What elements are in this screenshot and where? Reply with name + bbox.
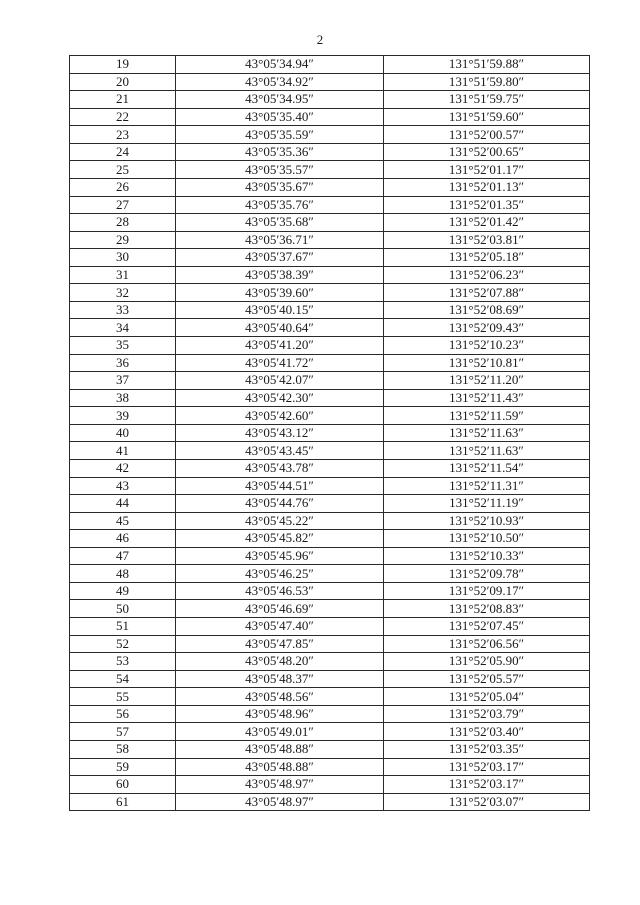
point-number-cell: 55 — [70, 688, 176, 706]
point-number-cell: 48 — [70, 565, 176, 583]
point-number-cell: 35 — [70, 337, 176, 355]
table-row — [70, 442, 590, 460]
latitude-cell: 43°05′39.60″ — [176, 284, 384, 302]
point-number-cell: 23 — [70, 126, 176, 144]
latitude-cell: 43°05′35.68″ — [176, 214, 384, 232]
latitude-cell: 43°05′35.36″ — [176, 143, 384, 161]
page-number: 2 — [316, 32, 324, 47]
longitude-cell: 131°52′08.83″ — [384, 600, 590, 618]
latitude-cell: 43°05′45.96″ — [176, 547, 384, 565]
point-number-cell: 52 — [70, 635, 176, 653]
table-row — [70, 91, 590, 109]
latitude-cell: 43°05′42.60″ — [176, 407, 384, 425]
latitude-cell: 43°05′48.37″ — [176, 670, 384, 688]
longitude-cell: 131°52′10.33″ — [384, 547, 590, 565]
latitude-cell: 43°05′45.22″ — [176, 512, 384, 530]
longitude-cell: 131°52′09.17″ — [384, 582, 590, 600]
table-row — [70, 582, 590, 600]
longitude-cell: 131°52′03.79″ — [384, 705, 590, 723]
latitude-cell: 43°05′48.88″ — [176, 758, 384, 776]
table-row — [70, 178, 590, 196]
point-number-cell: 19 — [70, 56, 176, 74]
longitude-cell: 131°52′03.40″ — [384, 723, 590, 741]
table-row — [70, 723, 590, 741]
point-number-cell: 33 — [70, 301, 176, 319]
longitude-cell: 131°52′10.93″ — [384, 512, 590, 530]
point-number-cell: 30 — [70, 249, 176, 267]
longitude-cell: 131°52′05.90″ — [384, 653, 590, 671]
latitude-cell: 43°05′46.69″ — [176, 600, 384, 618]
table-row — [70, 161, 590, 179]
point-number-cell: 44 — [70, 495, 176, 513]
table-row — [70, 301, 590, 319]
longitude-cell: 131°52′05.57″ — [384, 670, 590, 688]
longitude-cell: 131°52′07.45″ — [384, 618, 590, 636]
longitude-cell: 131°52′03.17″ — [384, 776, 590, 794]
latitude-cell: 43°05′44.51″ — [176, 477, 384, 495]
longitude-cell: 131°52′06.56″ — [384, 635, 590, 653]
table-row — [70, 354, 590, 372]
longitude-cell: 131°52′00.57″ — [384, 126, 590, 144]
table-row — [70, 670, 590, 688]
latitude-cell: 43°05′49.01″ — [176, 723, 384, 741]
point-number-cell: 25 — [70, 161, 176, 179]
latitude-cell: 43°05′37.67″ — [176, 249, 384, 267]
point-number-cell: 41 — [70, 442, 176, 460]
point-number-cell: 53 — [70, 653, 176, 671]
point-number-cell: 38 — [70, 389, 176, 407]
longitude-cell: 131°52′11.63″ — [384, 442, 590, 460]
table-row — [70, 477, 590, 495]
latitude-cell: 43°05′41.72″ — [176, 354, 384, 372]
latitude-cell: 43°05′42.30″ — [176, 389, 384, 407]
table-row — [70, 73, 590, 91]
table-row — [70, 372, 590, 390]
latitude-cell: 43°05′35.59″ — [176, 126, 384, 144]
table-row — [70, 635, 590, 653]
point-number-cell: 49 — [70, 582, 176, 600]
point-number-cell: 26 — [70, 178, 176, 196]
table-row — [70, 459, 590, 477]
point-number-cell: 43 — [70, 477, 176, 495]
longitude-cell: 131°52′11.20″ — [384, 372, 590, 390]
point-number-cell: 24 — [70, 143, 176, 161]
point-number-cell: 28 — [70, 214, 176, 232]
latitude-cell: 43°05′35.67″ — [176, 178, 384, 196]
point-number-cell: 37 — [70, 372, 176, 390]
point-number-cell: 51 — [70, 618, 176, 636]
latitude-cell: 43°05′34.94″ — [176, 56, 384, 74]
longitude-cell: 131°51′59.88″ — [384, 56, 590, 74]
point-number-cell: 32 — [70, 284, 176, 302]
table-row — [70, 600, 590, 618]
table-row — [70, 196, 590, 214]
latitude-cell: 43°05′40.64″ — [176, 319, 384, 337]
longitude-cell: 131°52′09.43″ — [384, 319, 590, 337]
latitude-cell: 43°05′35.40″ — [176, 108, 384, 126]
longitude-cell: 131°52′03.07″ — [384, 793, 590, 811]
table-row — [70, 284, 590, 302]
latitude-cell: 43°05′40.15″ — [176, 301, 384, 319]
longitude-cell: 131°52′03.17″ — [384, 758, 590, 776]
point-number-cell: 29 — [70, 231, 176, 249]
latitude-cell: 43°05′48.56″ — [176, 688, 384, 706]
latitude-cell: 43°05′36.71″ — [176, 231, 384, 249]
latitude-cell: 43°05′46.53″ — [176, 582, 384, 600]
point-number-cell: 40 — [70, 424, 176, 442]
table-row — [70, 389, 590, 407]
latitude-cell: 43°05′44.76″ — [176, 495, 384, 513]
table-row — [70, 530, 590, 548]
table-row — [70, 249, 590, 267]
point-number-cell: 20 — [70, 73, 176, 91]
longitude-cell: 131°51′59.75″ — [384, 91, 590, 109]
latitude-cell: 43°05′45.82″ — [176, 530, 384, 548]
latitude-cell: 43°05′35.57″ — [176, 161, 384, 179]
table-row — [70, 653, 590, 671]
latitude-cell: 43°05′48.97″ — [176, 776, 384, 794]
longitude-cell: 131°52′11.54″ — [384, 459, 590, 477]
longitude-cell: 131°52′11.59″ — [384, 407, 590, 425]
table-row — [70, 776, 590, 794]
point-number-cell: 27 — [70, 196, 176, 214]
table-row — [70, 424, 590, 442]
longitude-cell: 131°52′10.50″ — [384, 530, 590, 548]
point-number-cell: 36 — [70, 354, 176, 372]
latitude-cell: 43°05′48.88″ — [176, 740, 384, 758]
latitude-cell: 43°05′42.07″ — [176, 372, 384, 390]
latitude-cell: 43°05′48.97″ — [176, 793, 384, 811]
latitude-cell: 43°05′46.25″ — [176, 565, 384, 583]
latitude-cell: 43°05′47.40″ — [176, 618, 384, 636]
longitude-cell: 131°52′11.43″ — [384, 389, 590, 407]
latitude-cell: 43°05′43.45″ — [176, 442, 384, 460]
point-number-cell: 39 — [70, 407, 176, 425]
longitude-cell: 131°51′59.80″ — [384, 73, 590, 91]
point-number-cell: 57 — [70, 723, 176, 741]
table-row — [70, 688, 590, 706]
longitude-cell: 131°52′01.42″ — [384, 214, 590, 232]
point-number-cell: 22 — [70, 108, 176, 126]
table-row — [70, 618, 590, 636]
longitude-cell: 131°52′05.18″ — [384, 249, 590, 267]
longitude-cell: 131°52′10.23″ — [384, 337, 590, 355]
longitude-cell: 131°52′06.23″ — [384, 266, 590, 284]
table-row — [70, 337, 590, 355]
latitude-cell: 43°05′38.39″ — [176, 266, 384, 284]
point-number-cell: 58 — [70, 740, 176, 758]
table-row — [70, 319, 590, 337]
point-number-cell: 60 — [70, 776, 176, 794]
point-number-cell: 59 — [70, 758, 176, 776]
latitude-cell: 43°05′35.76″ — [176, 196, 384, 214]
longitude-cell: 131°52′11.31″ — [384, 477, 590, 495]
table-row — [70, 407, 590, 425]
table-row — [70, 565, 590, 583]
point-number-cell: 42 — [70, 459, 176, 477]
longitude-cell: 131°52′03.81″ — [384, 231, 590, 249]
longitude-cell: 131°52′07.88″ — [384, 284, 590, 302]
table-row — [70, 495, 590, 513]
point-number-cell: 45 — [70, 512, 176, 530]
table-row — [70, 758, 590, 776]
latitude-cell: 43°05′43.78″ — [176, 459, 384, 477]
longitude-cell: 131°52′05.04″ — [384, 688, 590, 706]
table-row — [70, 126, 590, 144]
point-number-cell: 31 — [70, 266, 176, 284]
point-number-cell: 21 — [70, 91, 176, 109]
table-row — [70, 143, 590, 161]
longitude-cell: 131°52′01.13″ — [384, 178, 590, 196]
longitude-cell: 131°52′01.35″ — [384, 196, 590, 214]
table-row — [70, 512, 590, 530]
point-number-cell: 50 — [70, 600, 176, 618]
point-number-cell: 56 — [70, 705, 176, 723]
table-row — [70, 793, 590, 811]
longitude-cell: 131°52′09.78″ — [384, 565, 590, 583]
longitude-cell: 131°52′01.17″ — [384, 161, 590, 179]
table-row — [70, 214, 590, 232]
point-number-cell: 54 — [70, 670, 176, 688]
latitude-cell: 43°05′47.85″ — [176, 635, 384, 653]
point-number-cell: 34 — [70, 319, 176, 337]
table-row — [70, 231, 590, 249]
point-number-cell: 61 — [70, 793, 176, 811]
point-number-cell: 46 — [70, 530, 176, 548]
latitude-cell: 43°05′48.20″ — [176, 653, 384, 671]
longitude-cell: 131°52′11.63″ — [384, 424, 590, 442]
latitude-cell: 43°05′48.96″ — [176, 705, 384, 723]
point-number-cell: 47 — [70, 547, 176, 565]
latitude-cell: 43°05′43.12″ — [176, 424, 384, 442]
longitude-cell: 131°52′00.65″ — [384, 143, 590, 161]
coordinates-table-body — [70, 56, 590, 811]
table-row — [70, 547, 590, 565]
table-row — [70, 705, 590, 723]
table-row — [70, 56, 590, 74]
longitude-cell: 131°52′03.35″ — [384, 740, 590, 758]
latitude-cell: 43°05′34.95″ — [176, 91, 384, 109]
latitude-cell: 43°05′41.20″ — [176, 337, 384, 355]
table-row — [70, 740, 590, 758]
table-row — [70, 266, 590, 284]
longitude-cell: 131°52′10.81″ — [384, 354, 590, 372]
longitude-cell: 131°52′08.69″ — [384, 301, 590, 319]
table-row — [70, 108, 590, 126]
latitude-cell: 43°05′34.92″ — [176, 73, 384, 91]
coordinates-table — [69, 55, 590, 811]
longitude-cell: 131°52′11.19″ — [384, 495, 590, 513]
longitude-cell: 131°51′59.60″ — [384, 108, 590, 126]
